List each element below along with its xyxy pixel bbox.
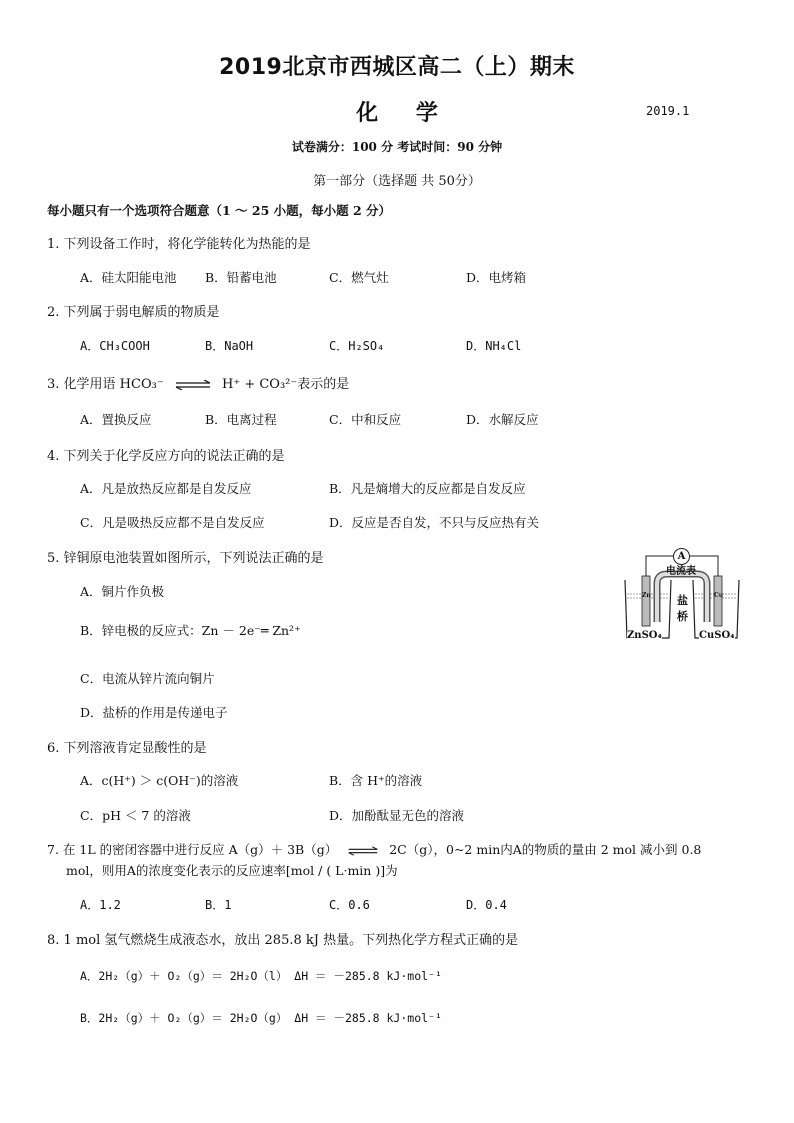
option-a: A．2H₂（g）＋ O₂（g）＝ 2H₂O（l） ΔH ＝ －285.8 kJ·mol⁻¹ xyxy=(80,969,442,983)
option-b: B．NaOH xyxy=(205,339,254,353)
question-stem-pre: 化学用语 HCO₃⁻ xyxy=(63,377,164,392)
question-number: 5. xyxy=(47,551,60,566)
option-c: C．中和反应 xyxy=(329,412,402,427)
option-b: B．电离过程 xyxy=(205,412,277,427)
option-a: A．凡是放热反应都是自发反应 xyxy=(80,481,252,496)
ammeter-icon: A xyxy=(673,548,690,565)
question-number: 7. xyxy=(47,842,59,857)
question-stem-post: 2C（g），0~2 min内A的物质的量由 2 mol 减小到 0.8 xyxy=(389,842,702,857)
instruction: 每小题只有一个选项符合题意（1 ～ 25 小题，每小题 2 分） xyxy=(47,203,392,218)
question-4 xyxy=(47,445,285,464)
question-stem: 下列关于化学反应方向的说法正确的是 xyxy=(63,449,285,464)
equilibrium-arrow-icon xyxy=(174,380,212,390)
question-stem-pre: 在 1L 的密闭容器中进行反应 A（g）＋ 3B（g） xyxy=(62,842,338,857)
znso4-label: ZnSO₄ xyxy=(627,630,662,641)
equilibrium-arrow-icon xyxy=(347,846,379,856)
option-a: A．硅太阳能电池 xyxy=(80,270,177,285)
question-number: 8. xyxy=(47,933,60,948)
question-7 xyxy=(47,840,701,858)
option-b: B．1 xyxy=(205,898,232,912)
option-d: D．反应是否自发，不只与反应热有关 xyxy=(329,515,540,530)
cuso4-label: CuSO₄ xyxy=(699,630,735,641)
question-stem: 下列属于弱电解质的物质是 xyxy=(63,305,220,320)
option-c: C．电流从锌片流向铜片 xyxy=(80,671,215,686)
question-3 xyxy=(47,373,349,392)
exam-date: 2019.1 xyxy=(646,104,690,118)
question-7-line-2: mol，则用A的浓度变化表示的反应速率[mol / ( L·min )]为 xyxy=(66,863,398,878)
option-c: C．pH ＜ 7 的溶液 xyxy=(80,808,191,823)
subject-title: 化 学 xyxy=(356,101,438,126)
question-stem: 下列溶液肯定显酸性的是 xyxy=(63,741,207,756)
option-d: D．盐桥的作用是传递电子 xyxy=(80,705,228,720)
question-5 xyxy=(47,547,324,566)
option-c: C．0.6 xyxy=(329,898,370,912)
option-a: A．1.2 xyxy=(80,898,121,912)
exam-info: 试卷满分：100 分 考试时间：90 分钟 xyxy=(291,140,503,154)
option-d: D．水解反应 xyxy=(466,412,539,427)
salt-bridge-label-1: 盐 xyxy=(677,594,688,607)
question-stem: 锌铜原电池装置如图所示，下列说法正确的是 xyxy=(63,551,324,566)
question-1 xyxy=(47,233,311,252)
question-number: 1. xyxy=(47,237,60,252)
option-d: D．加酚酞显无色的溶液 xyxy=(329,808,465,823)
zinc-electrode-label: Zn xyxy=(642,592,651,599)
ammeter-label: 电流表 xyxy=(666,566,696,577)
question-stem-post: H⁺ + CO₃²⁻表示的是 xyxy=(221,377,350,392)
part-heading: 第一部分（选择题 共 50分） xyxy=(313,174,481,189)
option-a: A．c(H⁺) ＞ c(OH⁻)的溶液 xyxy=(80,773,239,788)
option-c: C．燃气灶 xyxy=(329,270,389,285)
option-b: B．锌电极的反应式：Zn － 2e⁻═ Zn²⁺ xyxy=(80,623,301,638)
option-a: A．置换反应 xyxy=(80,412,152,427)
option-c: C．凡是吸热反应都不是自发反应 xyxy=(80,515,265,530)
option-b: B．凡是熵增大的反应都是自发反应 xyxy=(329,481,526,496)
option-a: A．铜片作负极 xyxy=(80,584,165,599)
option-a: A．CH₃COOH xyxy=(80,339,150,353)
question-number: 6. xyxy=(47,741,60,756)
question-number: 3. xyxy=(47,377,60,392)
option-d: D．电烤箱 xyxy=(466,270,527,285)
option-b: B．铅蓄电池 xyxy=(205,270,277,285)
question-8 xyxy=(47,929,518,948)
question-stem: 下列设备工作时，将化学能转化为热能的是 xyxy=(63,237,311,252)
exam-title: 2019北京市西城区高二（上）期末 xyxy=(219,55,575,80)
copper-electrode-label: Cu xyxy=(714,592,724,599)
salt-bridge-label-2: 桥 xyxy=(677,610,688,623)
galvanic-cell-figure xyxy=(617,548,747,648)
question-number: 4. xyxy=(47,449,60,464)
option-d: D．NH₄Cl xyxy=(466,339,522,353)
option-d: D．0.4 xyxy=(466,898,507,912)
option-c: C．H₂SO₄ xyxy=(329,339,385,353)
question-stem: 1 mol 氢气燃烧生成液态水，放出 285.8 kJ 热量。下列热化学方程式正确的是 xyxy=(63,933,519,948)
option-b: B．含 H⁺的溶液 xyxy=(329,773,423,788)
option-b: B．2H₂（g）＋ O₂（g）＝ 2H₂O（g） ΔH ＝ －285.8 kJ·mol⁻¹ xyxy=(80,1011,442,1025)
question-number: 2. xyxy=(47,305,60,320)
question-2 xyxy=(47,301,220,320)
question-6 xyxy=(47,737,207,756)
